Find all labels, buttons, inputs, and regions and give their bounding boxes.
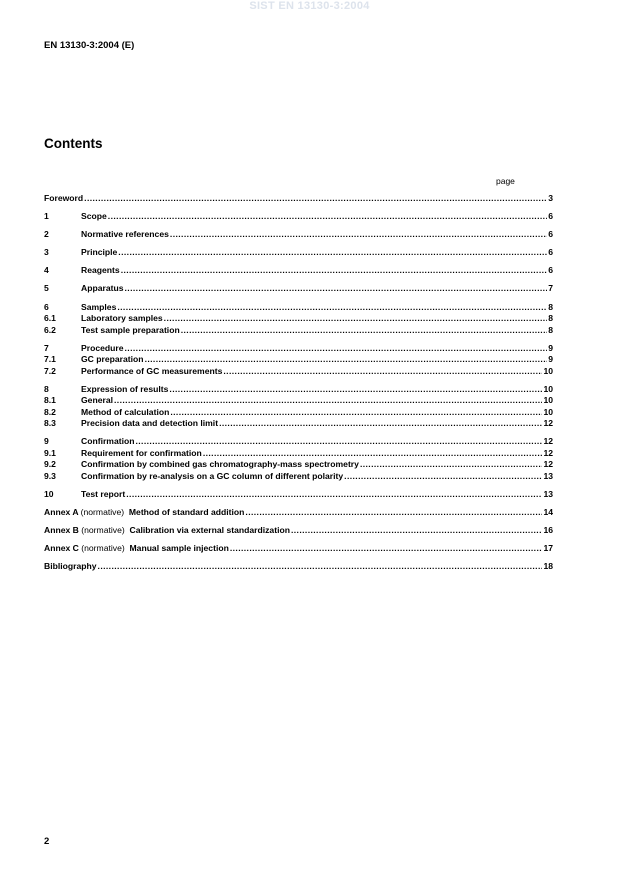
toc-entry-number: 6.1 (44, 313, 56, 324)
toc-entry-6[interactable] (44, 302, 553, 314)
toc-entry-title: Performance of GC measurements (81, 365, 223, 376)
toc-entry-8-2[interactable] (44, 407, 553, 419)
toc-entry-page: 6 (548, 211, 553, 222)
dot-leader (170, 407, 542, 419)
toc-entry-page: 12 (543, 418, 553, 429)
page-column-label: page (496, 176, 515, 186)
toc-entry-number: 1 (44, 211, 49, 222)
toc-entry-9-3[interactable] (44, 471, 553, 483)
toc-entry-title: Precision data and detection limit (81, 418, 219, 429)
toc-entry-page: 6 (548, 229, 553, 240)
toc-entry-title: Foreword (44, 193, 84, 203)
dot-leader (118, 247, 547, 259)
dot-leader (125, 343, 548, 355)
dot-leader (117, 302, 547, 314)
toc-entry-number: 6 (44, 301, 49, 312)
dot-leader (145, 354, 548, 366)
toc-entry-foreword[interactable] (44, 193, 553, 205)
toc-entry-number: 2 (44, 229, 49, 240)
toc-entry-number: 4 (44, 265, 49, 276)
dot-leader (126, 489, 542, 501)
toc-entry-7[interactable] (44, 343, 553, 355)
toc-entry-title: Method of calculation (81, 406, 170, 417)
dot-leader (164, 313, 548, 325)
dot-leader (203, 448, 543, 460)
toc-entry-page: 6 (548, 247, 553, 258)
toc-entry-title: Apparatus (81, 283, 124, 294)
toc-entry-title: Expression of results (81, 383, 169, 394)
toc-entry-page: 13 (543, 470, 553, 481)
toc-entry-title: Calibration via external standardization (129, 525, 290, 536)
dot-leader (98, 561, 543, 573)
toc-annex-label (44, 525, 290, 537)
toc-entry-title: Scope (81, 211, 107, 222)
toc-entry-3[interactable] (44, 247, 553, 259)
toc-entry-title: Confirmation by re-analysis on a GC column of different polarity (81, 470, 344, 481)
toc-entry-title: Requirement for confirmation (81, 447, 202, 458)
toc-entry-number: 3 (44, 247, 49, 258)
toc-entry-number: 9.1 (44, 447, 56, 458)
toc-entry-page: 13 (543, 488, 553, 499)
toc-entry-title: Bibliography (44, 561, 97, 572)
toc-entry-annex-b[interactable] (44, 525, 553, 537)
dot-leader (125, 283, 548, 295)
toc-entry-title: Method of standard addition (128, 507, 245, 518)
toc-entry-number: 9.2 (44, 459, 56, 470)
toc-entry-page: 10 (543, 383, 553, 394)
dot-leader (360, 459, 543, 471)
toc-entry-title: Laboratory samples (81, 313, 163, 324)
toc-entry-page: 10 (543, 365, 553, 376)
toc-entry-8-3[interactable] (44, 418, 553, 430)
dot-leader (114, 395, 542, 407)
toc-entry-number: 10 (44, 488, 54, 499)
toc-entry-title: Principle (81, 247, 118, 258)
toc-annex-label (44, 507, 244, 519)
toc-entry-page: 12 (543, 459, 553, 470)
dot-leader (344, 471, 542, 483)
toc-entry-7-1[interactable] (44, 354, 553, 366)
toc-entry-10[interactable] (44, 489, 553, 501)
toc-entry-page: 3 (548, 193, 553, 203)
toc-entry-number: 6.2 (44, 324, 56, 335)
toc-entry-page: 6 (548, 265, 553, 276)
dot-leader (108, 211, 547, 223)
toc-entry-9-1[interactable] (44, 448, 553, 460)
toc-entry-number: 8.3 (44, 418, 56, 429)
toc-entry-number: 7.2 (44, 365, 56, 376)
dot-leader (245, 507, 542, 519)
standard-header: EN 13130-3:2004 (E) (44, 40, 135, 51)
toc-entry-page: 12 (543, 436, 553, 447)
toc-entry-page: 9 (548, 354, 553, 365)
toc-entry-annex-c[interactable] (44, 543, 553, 555)
table-of-contents (44, 193, 553, 573)
toc-entry-number: 9.3 (44, 470, 56, 481)
annex-qualifier: (normative) (80, 507, 125, 518)
toc-entry-9[interactable] (44, 436, 553, 448)
toc-entry-5[interactable] (44, 283, 553, 295)
annex-qualifier: (normative) (81, 543, 125, 554)
toc-entry-title: Reagents (81, 265, 120, 276)
dot-leader (219, 418, 542, 430)
dot-leader (135, 436, 542, 448)
toc-entry-8[interactable] (44, 384, 553, 396)
dot-leader (230, 543, 543, 555)
toc-entry-2[interactable] (44, 229, 553, 241)
toc-entry-6-1[interactable] (44, 313, 553, 325)
toc-entry-1[interactable] (44, 211, 553, 223)
toc-entry-title: Procedure (81, 342, 124, 353)
toc-entry-page: 18 (543, 561, 553, 572)
toc-entry-bibliography[interactable] (44, 561, 553, 573)
toc-entry-title: Confirmation (81, 436, 135, 447)
toc-entry-title: Confirmation by combined gas chromatography-mass spectrometry (81, 459, 359, 470)
toc-entry-page: 8 (548, 301, 553, 312)
annex-letter: Annex A (44, 507, 79, 518)
toc-entry-number: 9 (44, 436, 49, 447)
toc-entry-title: Samples (81, 301, 117, 312)
toc-entry-number: 8.1 (44, 395, 56, 406)
dot-leader (223, 366, 542, 378)
toc-entry-6-2[interactable] (44, 325, 553, 337)
annex-letter: Annex C (44, 543, 79, 554)
toc-entry-page: 10 (543, 395, 553, 406)
toc-entry-9-2[interactable] (44, 459, 553, 471)
toc-entry-page: 17 (543, 543, 553, 554)
dot-leader (170, 229, 547, 241)
contents-title: Contents (44, 136, 103, 151)
toc-entry-title: General (81, 395, 114, 406)
dot-leader (291, 525, 542, 537)
toc-entry-7-2[interactable] (44, 366, 553, 378)
toc-entry-number: 8 (44, 383, 49, 394)
toc-entry-title: Test sample preparation (81, 324, 180, 335)
toc-entry-title: Test report (81, 488, 126, 499)
toc-entry-title: Manual sample injection (129, 543, 229, 554)
toc-entry-8-1[interactable] (44, 395, 553, 407)
toc-entry-title: GC preparation (81, 354, 144, 365)
annex-qualifier: (normative) (81, 525, 125, 536)
toc-entry-page: 8 (548, 313, 553, 324)
toc-entry-page: 16 (543, 525, 553, 536)
toc-entry-number: 7.1 (44, 354, 56, 365)
dot-leader (84, 193, 547, 205)
annex-letter: Annex B (44, 525, 79, 536)
dot-leader (181, 325, 548, 337)
toc-entry-page: 7 (548, 283, 553, 294)
toc-entry-page: 8 (548, 324, 553, 335)
watermark: SIST EN 13130-3:2004 (249, 0, 370, 12)
toc-entry-page: 10 (543, 406, 553, 417)
page-number: 2 (44, 836, 50, 847)
dot-leader (169, 384, 542, 396)
toc-entry-number: 8.2 (44, 406, 56, 417)
toc-entry-number: 5 (44, 283, 49, 294)
toc-entry-number: 7 (44, 342, 49, 353)
toc-annex-label (44, 543, 229, 555)
toc-entry-annex-a[interactable] (44, 507, 553, 519)
toc-entry-page: 12 (543, 447, 553, 458)
toc-entry-4[interactable] (44, 265, 553, 277)
toc-entry-page: 14 (543, 507, 553, 518)
dot-leader (121, 265, 548, 277)
toc-entry-page: 9 (548, 342, 553, 353)
toc-entry-title: Normative references (81, 229, 169, 240)
